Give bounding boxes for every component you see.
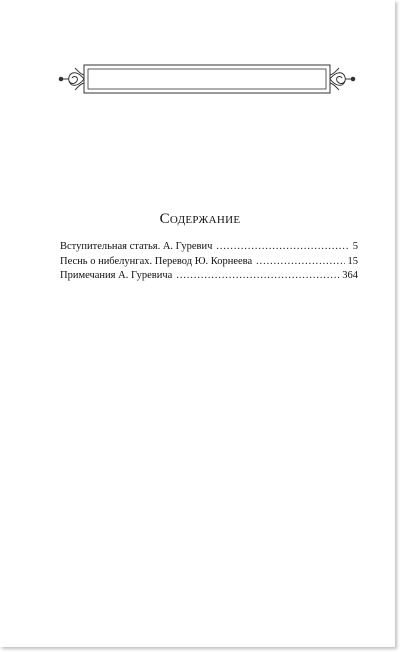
toc-entry-page: 364 [342, 270, 358, 281]
ornamental-frame-icon [58, 62, 356, 96]
toc-entry-label: Примечания А. Гуревича [60, 270, 173, 281]
toc-dot-leader [216, 240, 349, 255]
toc-entry-page: 5 [352, 241, 358, 252]
table-of-contents [60, 240, 358, 284]
toc-entry-page: 15 [347, 255, 358, 267]
toc-dot-leader [256, 255, 344, 270]
toc-entry-notes[interactable] [60, 269, 358, 284]
toc-entry-nibelungenlied[interactable] [60, 255, 358, 270]
toc-entry-label: Песнь о нибелунгах. Перевод Ю. Корнеева [60, 255, 253, 267]
toc-entry-introduction[interactable] [60, 240, 358, 255]
toc-entry-label: Вступительная статья. А. Гуревич [60, 241, 213, 252]
toc-dot-leader [176, 269, 339, 284]
toc-title: Содержание [159, 211, 241, 227]
